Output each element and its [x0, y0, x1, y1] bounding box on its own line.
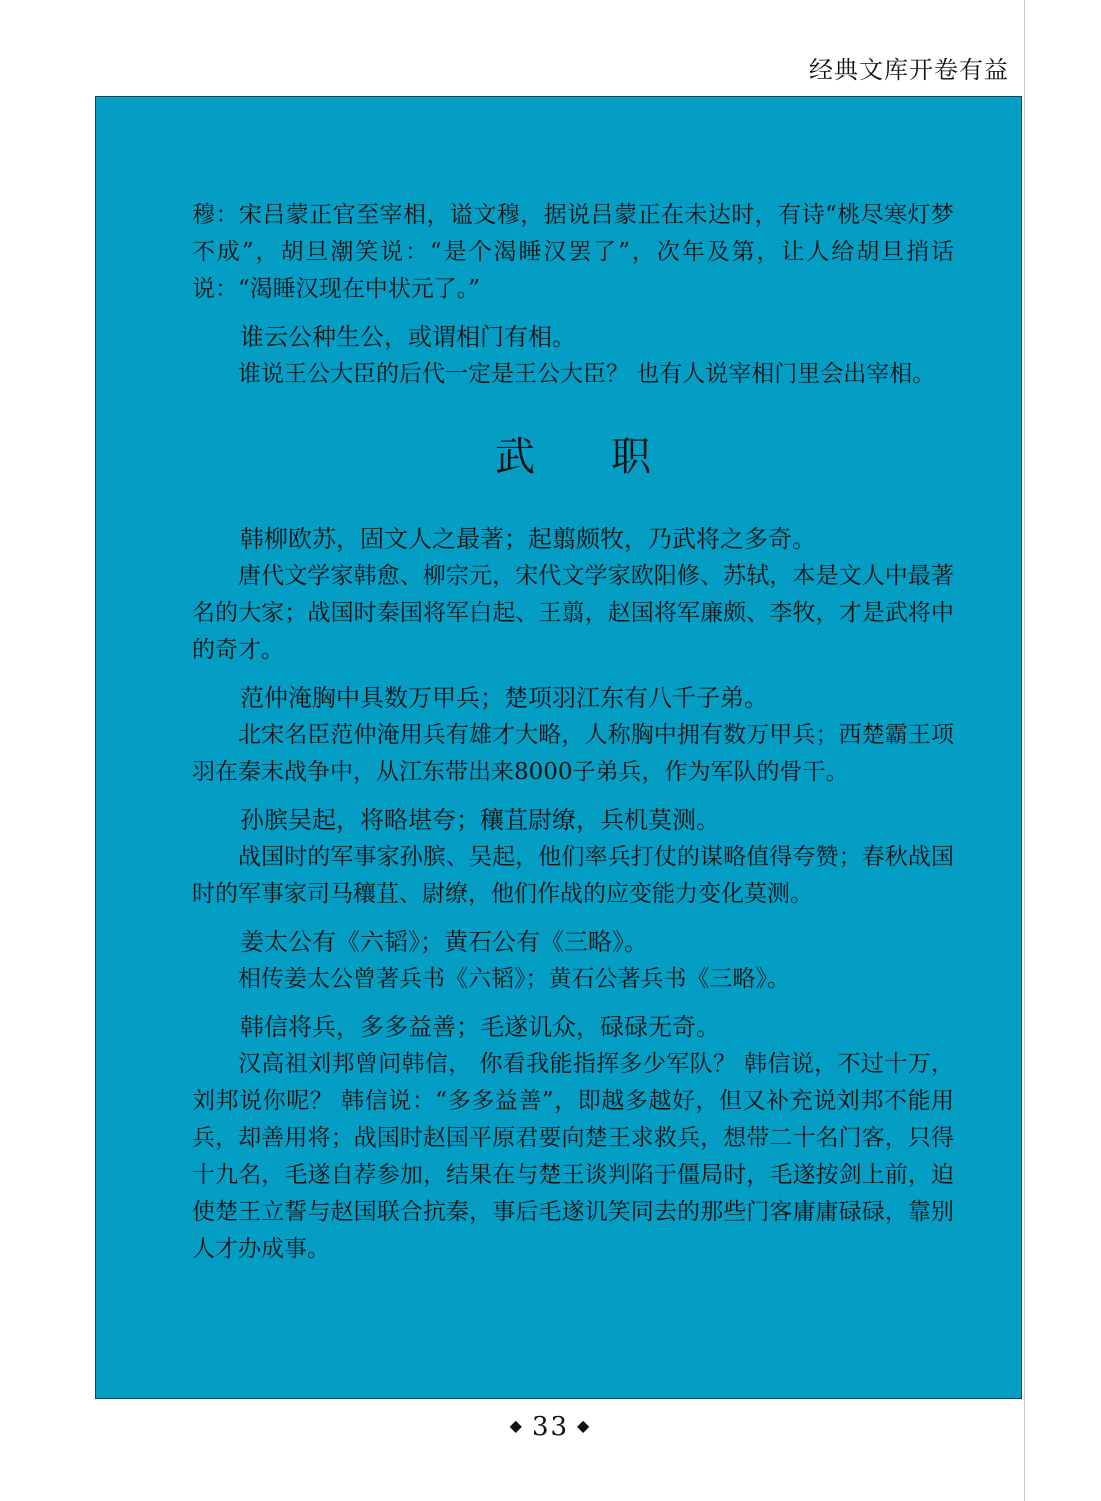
note-paragraph: 北宋名臣范仲淹用兵有雄才大略，人称胸中拥有数万甲兵；西楚霸王项羽在秦末战争中，从江东带出来8000子弟兵，作为军队的骨干。 [192, 722, 954, 785]
verse-line: 范仲淹胸中具数万甲兵；楚项羽江东有八千子弟。 [240, 684, 768, 712]
verse-line: 谁云公种生公，或谓相门有相。 [240, 323, 576, 351]
section-title [192, 429, 954, 485]
section-title-char-2: 职 [611, 434, 651, 480]
running-head: 经典文库开卷有益 [809, 56, 1009, 84]
paragraph-continued: 穆：宋吕蒙正官至宰相，谥文穆，据说吕蒙正在未达时，有诗“桃尽寒灯梦不成”，胡旦潮笑说：“是个渴睡汉罢了”，次年及第，让人给胡旦捎话说：“渴睡汉现在中状元了。” [192, 202, 954, 302]
page-number-value: 33 [531, 1412, 570, 1442]
verse-line: 韩柳欧苏，固文人之最著；起翦颇牧，乃武将之多奇。 [240, 525, 816, 553]
verse-line: 姜太公有《六韬》；黄石公有《三略》。 [240, 928, 648, 956]
note-paragraph: 汉高祖刘邦曾问韩信， 你看我能指挥多少军队？ 韩信说，不过十万，刘邦说你呢？ 韩信说：“多多益善”，即越多越好，但又补充说刘邦不能用兵，却善用将；战国时赵国平原君要向楚王求救兵，想带二十名门客，只得十九名，毛遂自荐参加，结果在与楚王谈判陷于僵局时，毛遂按剑上前，迫使楚王立誓与赵国联合抗秦，事后毛遂讥笑同去的那些门客庸庸碌碌，靠别人才办成事。 [192, 1051, 954, 1262]
note-paragraph: 唐代文学家韩愈、柳宗元，宋代文学家欧阳修、苏轼，本是文人中最著名的大家；战国时秦国将军白起、王翦，赵国将军廉颇、李牧，才是武将中的奇才。 [192, 563, 954, 663]
note-paragraph: 谁说王公大臣的后代一定是王公大臣？ 也有人说宰相门里会出宰相。 [238, 361, 936, 387]
content-panel [95, 96, 1022, 1399]
verse-line: 韩信将兵，多多益善；毛遂讥众，碌碌无奇。 [240, 1013, 720, 1041]
verse-line: 孙膑吴起，将略堪夸；穰苴尉缭，兵机莫测。 [240, 806, 720, 834]
diamond-icon: ◆ [577, 1415, 592, 1435]
page-edge-line [1024, 0, 1025, 1501]
note-paragraph: 相传姜太公曾著兵书《六韬》；黄石公著兵书《三略》。 [238, 966, 790, 992]
section-title-char-1: 武 [495, 434, 535, 480]
diamond-icon: ◆ [509, 1415, 524, 1435]
content-text-area [192, 197, 954, 1268]
note-paragraph: 战国时的军事家孙膑、吴起，他们率兵打仗的谋略值得夸赞；春秋战国时的军事家司马穰苴、尉缭，他们作战的应变能力变化莫测。 [192, 844, 954, 907]
page-number [0, 1412, 1101, 1442]
